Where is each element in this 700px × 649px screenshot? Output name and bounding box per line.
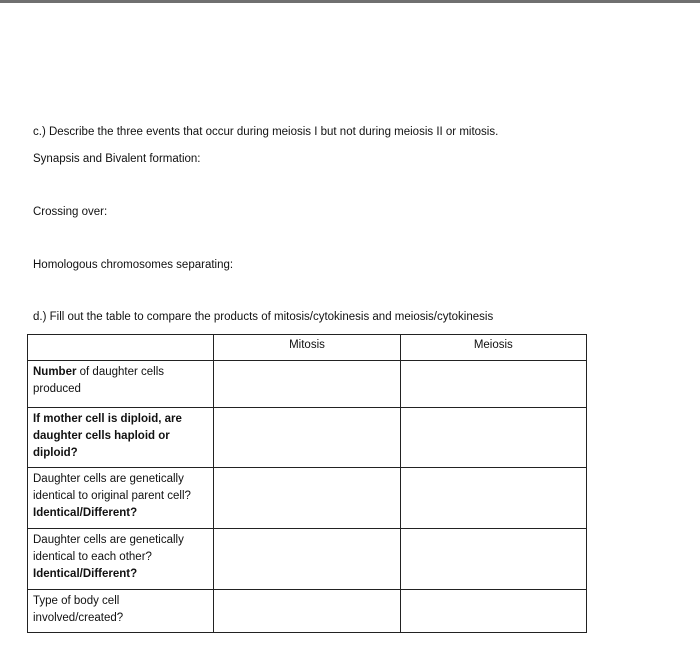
row-label-bold: If mother cell is diploid, are daughter cells haploid or diploid?	[33, 413, 182, 459]
row-label-body-cell-type	[28, 590, 214, 633]
answer-cell-meiosis[interactable]	[400, 529, 586, 590]
table-row	[28, 408, 587, 468]
table-row	[28, 529, 587, 590]
row-label-bold: Identical/Different?	[33, 568, 138, 580]
event-crossing-over-label: Crossing over:	[33, 206, 108, 218]
top-border	[0, 0, 700, 3]
answer-cell-mitosis[interactable]	[214, 529, 400, 590]
header-blank-cell	[28, 335, 214, 361]
row-label-text: Type of body cell involved/created?	[33, 595, 124, 624]
row-label-bold: Number	[33, 366, 77, 378]
answer-cell-mitosis[interactable]	[214, 408, 400, 468]
comparison-table	[27, 334, 587, 633]
row-label-bold: Identical/Different?	[33, 507, 138, 519]
row-label-ploidy	[28, 408, 214, 468]
header-mitosis: Mitosis	[214, 335, 400, 361]
answer-cell-meiosis[interactable]	[400, 408, 586, 468]
table-row	[28, 361, 587, 408]
answer-cell-meiosis[interactable]	[400, 361, 586, 408]
event-synapsis-label: Synapsis and Bivalent formation:	[33, 153, 201, 165]
table-row	[28, 590, 587, 633]
row-label-identical-to-each-other	[28, 529, 214, 590]
table-header-row	[28, 335, 587, 361]
header-meiosis: Meiosis	[400, 335, 586, 361]
row-label-text: Daughter cells are genetically identical to each other?	[33, 534, 184, 563]
answer-cell-meiosis[interactable]	[400, 468, 586, 529]
answer-cell-mitosis[interactable]	[214, 468, 400, 529]
row-label-text: of daughter cells produced	[33, 366, 165, 395]
table-row	[28, 468, 587, 529]
row-label-number-of-cells	[28, 361, 214, 408]
question-d-prompt: d.) Fill out the table to compare the products of mitosis/cytokinesis and meiosis/cytokinesis	[33, 311, 494, 323]
answer-cell-meiosis[interactable]	[400, 590, 586, 633]
row-label-identical-to-parent	[28, 468, 214, 529]
answer-cell-mitosis[interactable]	[214, 361, 400, 408]
question-c-prompt: c.) Describe the three events that occur during meiosis I but not during meiosis II or mitosis.	[33, 126, 499, 138]
answer-cell-mitosis[interactable]	[214, 590, 400, 633]
event-homologous-separation-label: Homologous chromosomes separating:	[33, 259, 234, 271]
row-label-text: Daughter cells are genetically identical to original parent cell?	[33, 473, 191, 502]
